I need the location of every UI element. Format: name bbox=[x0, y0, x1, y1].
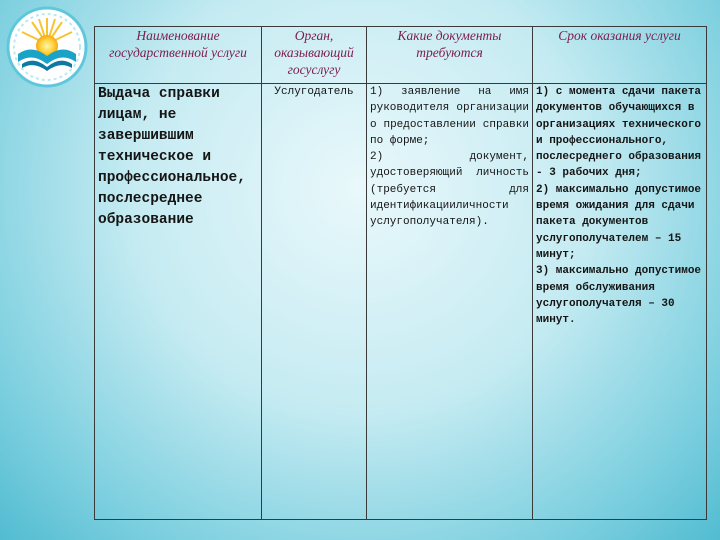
services-table bbox=[94, 26, 707, 520]
term-item: 2) максимально допустимое время ожидания для сдачи пакета документов услугополучателем – 15 минут; bbox=[536, 183, 702, 261]
document-item: 2) документ, удостоверяющий личность (требуется для идентификацииличности услугополучателя). bbox=[370, 151, 529, 229]
terms-cell bbox=[533, 84, 707, 520]
header-organ: Орган, оказывающий госуслугу bbox=[262, 27, 367, 84]
header-documents: Какие документы требуются bbox=[367, 27, 533, 84]
header-term: Срок оказания услуги bbox=[533, 27, 707, 84]
document-item: 1) заявление на имя руководителя организации о предоставлении справки по форме; bbox=[370, 86, 529, 147]
documents-cell bbox=[367, 84, 533, 520]
header-row bbox=[95, 27, 707, 84]
organ-cell: Услугодатель bbox=[262, 84, 367, 520]
service-name-cell: Выдача справки лицам, не завершившим техническое и профессиональное, послесреднее образование bbox=[95, 84, 262, 520]
term-item: 3) максимально допустимое время обслуживания услугополучателя – 30 минут. bbox=[536, 265, 702, 327]
term-item: 1) с момента сдачи пакета документов обучающихся в организациях технического и профессионального, послесреднего образования - 3 рабочих дня; bbox=[536, 86, 702, 180]
logo-book-icon bbox=[6, 4, 88, 90]
header-service-name: Наименование государственной услуги bbox=[95, 27, 262, 84]
table-row bbox=[95, 84, 707, 520]
